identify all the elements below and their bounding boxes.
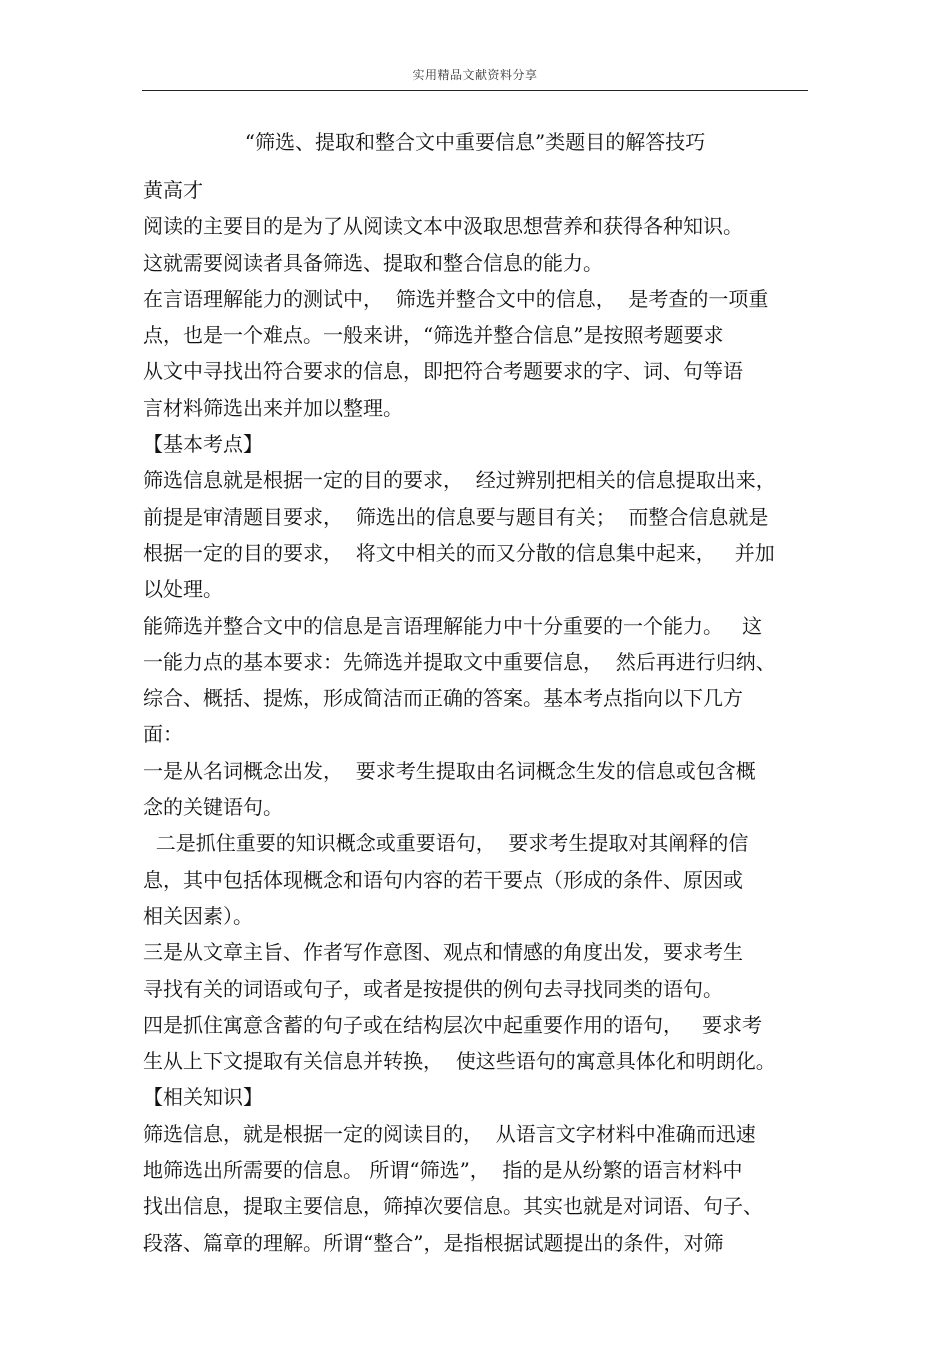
document-body [143,172,813,1261]
text-line: 阅读的主要目的是为了从阅读文本中汲取思想营养和获得各种知识。 [143,214,743,239]
text-line: 以处理。 [143,577,223,602]
text-line: 三是从文章主旨、作者写作意图、观点和情感的角度出发，要求考生 [143,940,743,965]
text-line: 息，其中包括体现概念和语句内容的若干要点（形成的条件、原因或 [143,867,743,892]
text-line: 一能力点的基本要求：先筛选并提取文中重要信息， 然后再进行归纳、 [143,649,776,674]
text-line: 念的关键语句。 [143,795,283,820]
header-divider [142,90,808,91]
text-line: 地筛选出所需要的信息。 所谓“筛选”， 指的是从纷繁的语言材料中 [143,1158,743,1183]
text-line: 一是从名词概念出发， 要求考生提取由名词概念生发的信息或包含概 [143,758,756,783]
document-title: “筛选、提取和整合文中重要信息”类题目的解答技巧 [244,130,706,154]
text-line: 段落、篇章的理解。所谓“整合”，是指根据试题提出的条件，对筛 [143,1230,724,1255]
text-line: 这就需要阅读者具备筛选、提取和整合信息的能力。 [143,250,603,275]
section-heading-related-knowledge: 【相关知识】 [143,1085,263,1110]
text-line: 言材料筛选出来并加以整理。 [143,395,403,420]
text-line: 相关因素）。 [143,903,253,928]
text-line: 根据一定的目的要求， 将文中相关的而又分散的信息集中起来， 并加 [143,540,775,565]
author-line: 黄高才 [143,178,203,202]
text-line: 面： [143,722,183,747]
text-line: 筛选信息就是根据一定的目的要求， 经过辨别把相关的信息提取出来， [143,468,776,493]
text-line: 找出信息，提取主要信息，筛掉次要信息。其实也就是对词语、句子、 [143,1194,763,1219]
text-line: 从文中寻找出符合要求的信息，即把符合考题要求的字、词、句等语 [143,359,743,384]
text-line: 在言语理解能力的测试中， 筛选并整合文中的信息， 是考查的一项重 [143,286,769,311]
text-line: 寻找有关的词语或句子，或者是按提供的例句去寻找同类的语句。 [143,976,723,1001]
text-line: 综合、概括、提炼，形成简洁而正确的答案。基本考点指向以下几方 [143,686,743,711]
text-line: 四是抓住寓意含蓄的句子或在结构层次中起重要作用的语句， 要求考 [143,1012,763,1037]
running-header: 实用精品文献资料分享 [412,68,538,82]
text-line: 二是抓住重要的知识概念或重要语句， 要求考生提取对其阐释的信 [143,831,749,856]
text-line: 能筛选并整合文中的信息是言语理解能力中十分重要的一个能力。 这 [143,613,763,638]
text-line: 生从上下文提取有关信息并转换， 使这些语句的寓意具体化和明朗化。 [143,1049,776,1074]
text-line: 前提是审清题目要求， 筛选出的信息要与题目有关； 而整合信息就是 [143,504,769,529]
text-line: 筛选信息，就是根据一定的阅读目的， 从语言文字材料中准确而迅速 [143,1121,756,1146]
text-line: 点，也是一个难点。一般来讲，“筛选并整合信息”是按照考题要求 [143,323,724,348]
section-heading-basic-points: 【基本考点】 [143,432,263,457]
